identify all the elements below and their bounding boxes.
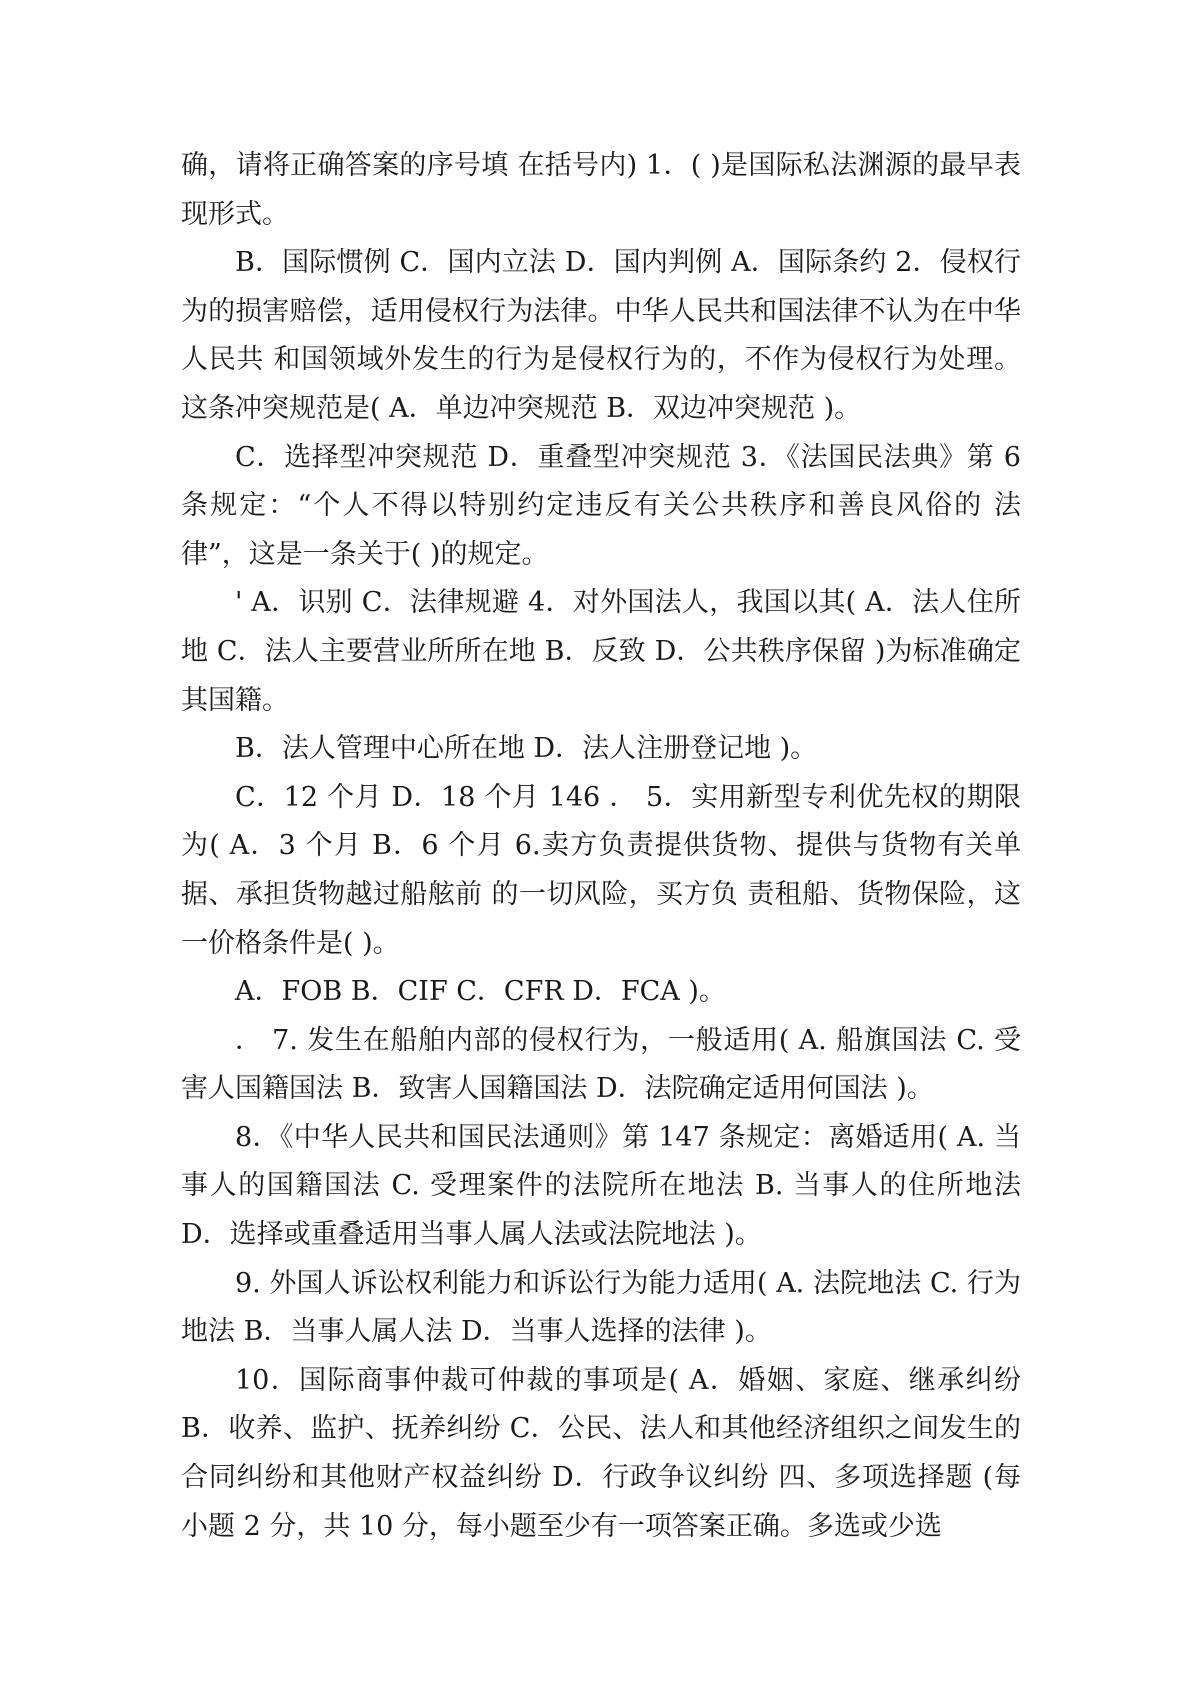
paragraph-11: 10．国际商事仲裁可仲裁的事项是( A．婚姻、家庭、继承纠纷 B．收养、监护、抚养纠纷 C．公民、法人和其他经济组织之间发生的合同纠纷和其他财产权益纠纷 D．行政争议纠纷 四、多项选择题 (每小题 2 分，共 10 分，每小题至少有一项答案正确。多选或少选 bbox=[181, 1364, 1021, 1542]
paragraph-4: ' A．识别 C．法律规避 4．对外国法人，我国以其( A．法人住所地 C．法人主要营业所所在地 B．反致 D．公共秩序保留 )为标准确定其国籍。 bbox=[181, 587, 1021, 716]
paragraph-2: B．国际惯例 C．国内立法 D．国内判例 A．国际条约 2．侵权行为的损害赔偿，适用侵权行为法律。中华人民共和国法律不认为在中华人民共 和国领域外发生的行为是侵权行为的，不作为侵权行为处理。这条冲突规范是( A．单边冲突规范 B．双边冲突规范 )。 bbox=[181, 247, 1021, 424]
paragraph-6: C．12 个月 D．18 个月 146 ． 5．实用新型专利优先权的期限为( A．3 个月 B．6 个月 6.卖方负责提供货物、提供与货物有关单据、承担货物越过船舷前 的一切风险，买方负 责租船、货物保险，这一价格条件是( )。 bbox=[181, 781, 1021, 959]
paragraph-10: 9. 外国人诉讼权利能力和诉讼行为能力适用( A. 法院地法 C. 行为地法 B．当事人属人法 D．当事人选择的法律 )。 bbox=[181, 1267, 1021, 1348]
paragraph-8: ． 7. 发生在船舶内部的侵权行为，一般适用( A. 船旗国法 C. 受害人国籍国法 B．致害人国籍国法 D．法院确定适用何国法 )。 bbox=[181, 1024, 1021, 1105]
paragraph-1: 确，请将正确答案的序号填 在括号内) 1．( )是国际私法渊源的最早表现形式。 bbox=[181, 150, 1021, 230]
paragraph-5: B．法人管理中心所在地 D．法人注册登记地 )。 bbox=[235, 733, 818, 765]
paragraph-3: C．选择型冲突规范 D．重叠型冲突规范 3．《法国民法典》第 6 条规定：“个人不得以特别约定违反有关公共秩序和善良风俗的 法律”，这是一条关于( )的规定。 bbox=[181, 441, 1021, 570]
paragraph-9: 8．《中华人民共和国民法通则》第 147 条规定：离婚适用( A. 当事人的国籍国法 C. 受理案件的法院所在地法 B. 当事人的住所地法 D．选择或重叠适用当事人属人法或法院地法 )。 bbox=[181, 1121, 1021, 1251]
document-body bbox=[181, 142, 1021, 1551]
paragraph-7: A．FOB B．CIF C．CFR D．FCA )。 bbox=[235, 976, 726, 1008]
